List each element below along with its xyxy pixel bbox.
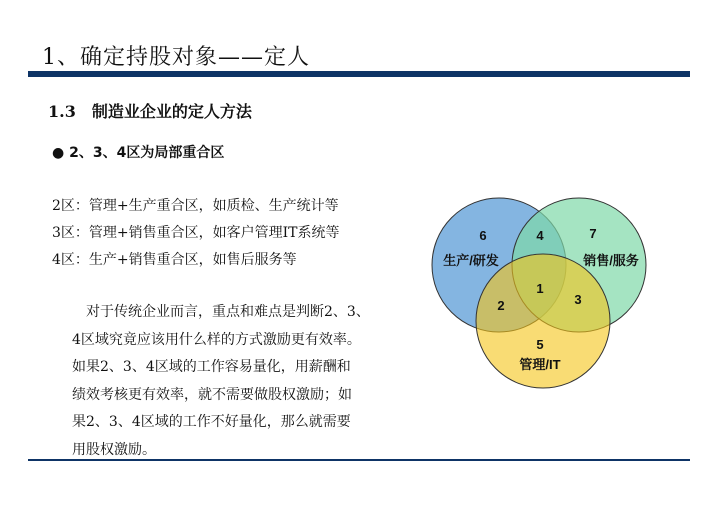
region-4: 4: [536, 228, 544, 243]
paragraph-line: 果2、3、4区域的工作不好量化，那么就需要: [72, 414, 351, 430]
label-management: 管理/IT: [519, 357, 561, 372]
region-7: 7: [589, 226, 597, 241]
region-2: 2: [497, 298, 505, 313]
paragraph-line: 用股权激励。: [72, 441, 156, 458]
slide-title: 1、确定持股对象——定人: [42, 45, 310, 70]
region-3: 3: [574, 292, 582, 307]
zone-2-text: 2区：管理+生产重合区，如质检、生产统计等: [52, 198, 339, 214]
label-production: 生产/研发: [443, 253, 499, 268]
section-heading: 1.3 制造业企业的定人方法: [48, 102, 252, 121]
region-6: 6: [479, 228, 487, 243]
paragraph-line: 对于传统企业而言，重点和难点是判断2、3、: [72, 304, 370, 320]
paragraph-line: 绩效考核更有效率，就不需要做股权激励；如: [72, 386, 352, 403]
bullet-point: ● 2、3、4区为局部重合区: [52, 145, 225, 161]
zone-4-text: 4区：生产+销售重合区，如售后服务等: [52, 252, 297, 268]
zone-3-text: 3区：管理+销售重合区，如客户管理IT系统等: [52, 225, 340, 241]
region-5: 5: [536, 337, 544, 352]
footer-divider: [28, 459, 690, 461]
paragraph-line: 4区域究竟应该用什么样的方式激励更有效率。: [72, 331, 361, 348]
region-1: 1: [536, 281, 544, 296]
label-sales: 销售/服务: [583, 253, 639, 268]
paragraph-line: 如果2、3、4区域的工作容易量化，用薪酬和: [72, 359, 351, 375]
